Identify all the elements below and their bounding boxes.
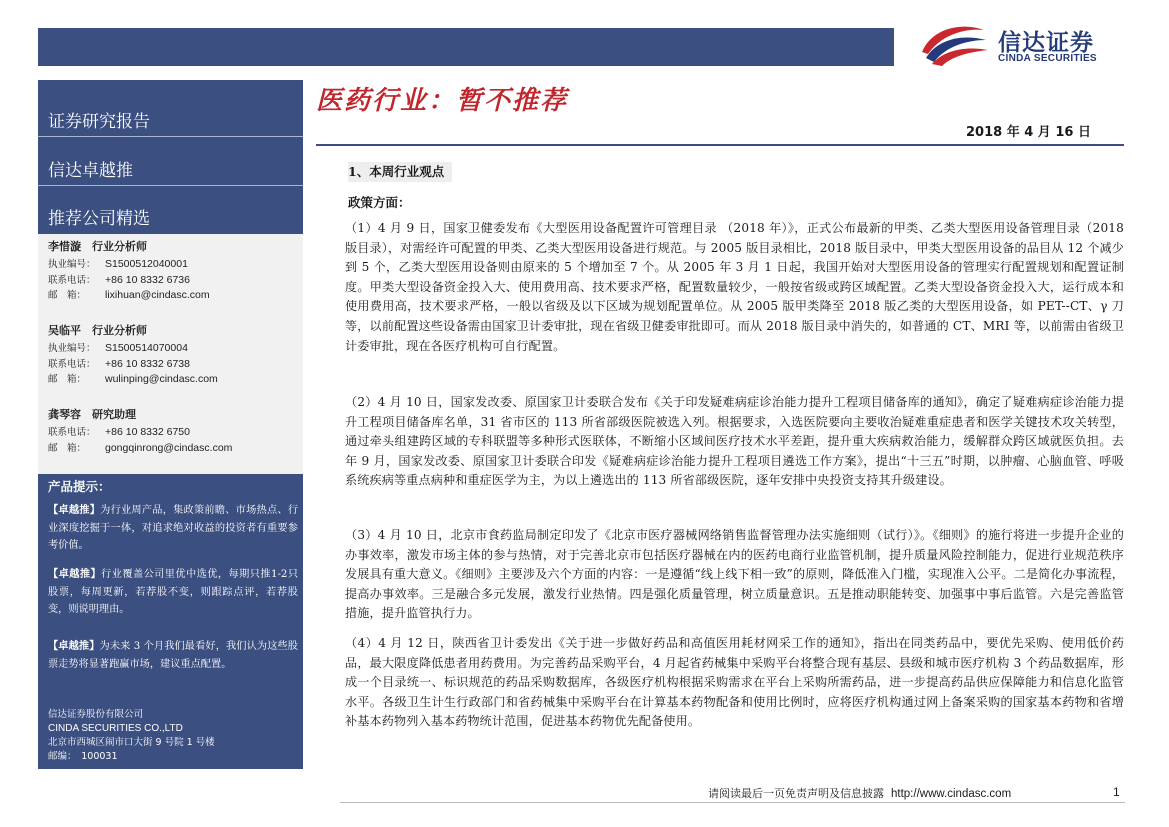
body-paragraph: （2）4 月 10 日，国家发改委、原国家卫计委联合发布《关于印发疑难病症诊治能力提升工程项目储备库的通知》，确定了疑难病症诊治能力提升工程项目储备库名单，31 省市区的 113 所省部级医院被选入列。根据要求，入选医院要向主要收治疑难重症患者和医学关键技术攻关转型，通过牵头组建跨区域的专科联盟等多种形式医联体，不断缩小区域间医疗技术水平差距，提升重大疾病救治能力，缓解群众跨区域就医负担。去年 9 月，国家发改委、原国家卫计委联合印发《疑难病症诊治能力提升工程项目遴选工作方案》，提出“十三五”时期，以肿瘤、心脑血管、呼吸系统疾病等重点病种和重症医学为主，为以上遴选出的 113 所省部级医院，逐年安排中央投资支持其升级建设。 [345,395,1124,488]
cinda-swoosh-icon [918,22,990,68]
website-link[interactable]: http://www.cindasc.com [891,788,1012,800]
divider [38,185,303,186]
body-paragraph: （1）4 月 9 日，国家卫健委发布《大型医用设备配置许可管理目录 （2018 年）》，正式公布最新的甲类、乙类大型医用设备管理目录（2018 版目录），对需经许可配置的甲类、乙类大型医用设备进行规范。与 2005 版目录相比，2018 版目录中，甲类大型医用设备的品目从 12 个减少到 5 个，乙类大型医用设备则由原来的 5 个增加至 7 个。从 2005 年 3 月 1 日起，我国开始对大型医用设备的管理实行配置规划和配置证制度。甲类大型设备资金投入大、使用费用高、技术要求严格，配置数量较少，一般按省级或跨区域配置。乙类大型设备资金投入大，运行成本和使用费用高，技术要求严格，一般以省级及以下区域为规划配置单位。从 2005 版甲类降至 2018 版乙类的大型医用设备，如 PET--CT、γ 刀等，以前配置这些设备需由国家卫计委审批，现在省级卫健委审批即可。而从 2018 版目录中消失的，如普通的 CT、MRI 等，以前需由省级卫计委审批，现在各医疗机构可自行配置。 [345,221,1124,353]
company-name-en: CINDA SECURITIES CO.,LTD [48,723,183,734]
page-number: 1 [1113,785,1120,799]
analyst-card [48,406,232,456]
sidebar [38,80,303,769]
company-postcode: 邮编： 100031 [48,751,118,762]
logo-chinese-name: 信达证券 [998,30,1094,56]
email-link[interactable]: wulinping@cindasc.com [105,373,218,385]
email-link[interactable]: gongqinrong@cindasc.com [105,441,233,454]
company-logo [918,22,1128,68]
body-paragraph: （3）4 月 10 日，北京市食药监局制定印发了《北京市医疗器械网络销售监督管理办法实施细则（试行）》。《细则》的施行将进一步提升企业的办事效率，激发市场主体的参与热情，对于完善北京市包括医疗器械在内的医药电商行业监管机制，提升质量风险控制能力，促进行业规范秩序发展具有重大意义。《细则》主要涉及六个方面的内容：一是遵循“线上线下相一致”的原则，降低准入门槛，实现准入公平。二是简化办事流程，提高办事效率。三是融合多元发展，激发行业热情。四是强化质量管理，树立质量意识。五是推动职能转变、加强事中事后监管。六是完善监管措施，提升监管执行力。 [345,528,1124,621]
logo-english-name: CINDA SECURITIES [998,53,1097,64]
analyst-card [48,322,218,388]
contact-row: 执业编号： S1500514070004 [48,342,188,354]
sub-heading: 政策方面： [348,195,411,210]
product-notice: 【卓越推】为行业周产品，集政策前瞻、市场热点、行业深度挖掘于一体，对追求绝对收益的投资者有重要参考价值。 [48,504,299,551]
column-name: 推荐公司精选 [48,209,150,229]
company-name-cn: 信达证券股份有限公司 [48,709,144,720]
section-heading: 1、本周行业观点 [348,162,452,182]
contact-row: 联系电话： +86 10 8332 6736 [48,273,190,286]
footer-disclaimer: 请阅读最后一页免责声明及信息披露 http://www.cindasc.com [708,787,1012,800]
analyst-name: 李惜漩 行业分析师 [48,240,147,253]
company-address: 北京市西城区闹市口大街 9 号院 1 号楼 [48,737,215,748]
contact-row: 联系电话： +86 10 8332 6738 [48,357,190,370]
report-date: 2018 年 4 月 16 日 [966,125,1091,140]
contact-row: 邮 箱： wulinping@cindasc.com [48,373,218,385]
analyst-name: 龚琴容 研究助理 [48,408,136,421]
body-paragraph: （4）4 月 12 日，陕西省卫计委发出《关于进一步做好药品和高值医用耗材网采工作的通知》，指出在同类药品中，要优先采购、使用低价药品，最大限度降低患者用药费用。为完善药品采购平台，4 月起省药械集中采购平台将整合现有基层、县级和城市医疗机构 3 个药品数据库，形成一个目录统一、标识规范的药品采购数据库，各级医疗机构根据采购需求在平台上采购所需药品，进一步提高药品供应保障能力和信息化监管水平。各级卫生计生行政部门和省药械集中采购平台在计算基本药物配备和使用比例时，应将医疗机构通过网上备案采购的国家基本药物和省增补基本药物列入基本药物统计范围，促进基本药物优先配备使用。 [345,636,1124,729]
title-underline [316,144,1124,146]
analyst-name: 吴临平 行业分析师 [48,324,147,337]
report-type: 证券研究报告 [48,112,150,132]
email-link[interactable]: lixihuan@cindasc.com [105,289,210,301]
company-info [48,708,215,764]
product-notice-title: 产品提示： [48,479,111,494]
contact-row: 邮 箱： gongqinrong@cindasc.com [48,441,233,454]
report-title: 医药行业：暂不推荐 [316,86,569,116]
product-notice: 【卓越推】行业覆盖公司里优中选优，每期只推1-2只股票，每周更新，若荐股不变，则跟踪点评，若荐股变，则说明理由。 [48,568,299,615]
contact-row: 执业编号： S1500512040001 [48,258,188,270]
series-name: 信达卓越推 [48,161,133,181]
divider [38,136,303,137]
analyst-card [48,238,210,304]
contact-row: 邮 箱： lixihuan@cindasc.com [48,289,210,301]
footer-divider [340,802,1125,803]
header-bar [38,28,894,66]
contact-row: 联系电话： +86 10 8332 6750 [48,426,190,438]
analyst-contacts [38,234,303,474]
product-notice: 【卓越推】为未来 3 个月我们最看好，我们认为这些股票走势将显著跑赢市场，建议重点配置。 [48,640,298,670]
